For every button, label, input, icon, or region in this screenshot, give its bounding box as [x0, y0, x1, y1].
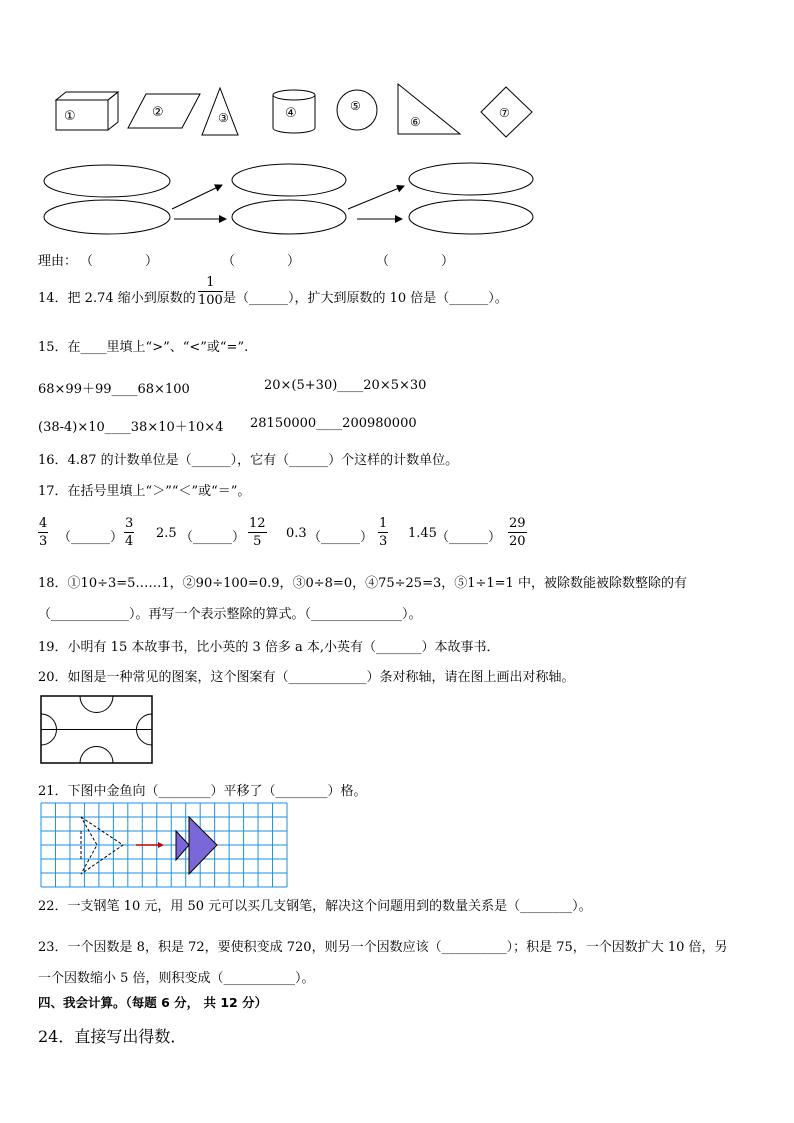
question-23-line-2: 一个因数缩小 5 倍，则积变成（___________）。 — [38, 971, 315, 986]
q17-f1-den: 3 — [39, 534, 48, 549]
q17-f1-num: 4 — [39, 516, 48, 531]
q14-frac-num: 1 — [198, 274, 223, 292]
q14-fraction — [198, 274, 223, 309]
q15-item-1: 68×99＋99____68×100 — [38, 382, 190, 397]
shape-label-5: ⑤ — [350, 99, 361, 113]
question-16: 16．4.87 的计数单位是（______），它有（______）个这样的计数单位。 — [38, 453, 459, 468]
q17-frac-8 — [508, 515, 527, 550]
q17-f8-num: 29 — [509, 516, 526, 531]
q17-frac-1 — [38, 515, 48, 550]
triangle-shape — [202, 88, 238, 135]
q17-f8-den: 20 — [509, 534, 526, 549]
question-18-line-1: 18．①10÷3=5……1，②90÷100=0.9，③0÷8=0，④75÷25=3，⑤1÷1=1 中，被除数能被除数整除的有 — [38, 576, 687, 591]
cylinder-shape — [273, 90, 315, 133]
fish-moved — [189, 817, 217, 874]
shape-label-2: ② — [152, 105, 164, 120]
question-19: 19．小明有 15 本故事书，比小英的 3 倍多 a 本,小英有（_______）本故事书． — [38, 640, 500, 655]
reason-label: 理由： — [38, 254, 78, 269]
shape-label-3: ③ — [218, 111, 229, 125]
arrow-up-2 — [348, 186, 404, 209]
ellipse-1-top[interactable] — [44, 165, 170, 197]
reason-blank-2[interactable]: （ ） — [222, 254, 301, 269]
q17-blank-1[interactable]: （______） — [58, 530, 124, 545]
question-23-line-1: 23．一个因数是 8，积是 72，要使积变成 720，则另一个因数应该（__________）；积是 75，一个因数扩大 10 倍，另 — [38, 940, 728, 955]
question-22: 22．一支钢笔 10 元，用 50 元可以买几支钢笔，解决这个问题用到的数量关系是（________）。 — [38, 899, 592, 914]
q17-frac-4 — [248, 515, 267, 550]
q17-value-7: 1.45 — [408, 526, 437, 541]
q17-f6-num: 1 — [379, 516, 388, 531]
ellipse-2-bottom[interactable] — [232, 200, 346, 234]
shape-label-7: ⑦ — [499, 106, 510, 120]
q17-f4-num: 12 — [249, 516, 266, 531]
ellipse-1-bottom[interactable] — [44, 200, 170, 234]
question-21: 21．下图中金鱼向（________）平移了（________）格。 — [38, 784, 367, 799]
reason-blank-1[interactable]: （ ） — [80, 254, 159, 269]
right-triangle-shape — [398, 84, 460, 134]
question-15-title: 15．在____里填上“>”、“<”或“=”. — [38, 340, 249, 355]
q17-f2-num: 3 — [125, 516, 134, 531]
shape-label-1: ① — [64, 109, 76, 124]
shape-label-6: ⑥ — [410, 115, 421, 129]
q15-item-2: 20×(5+30)____20×5×30 — [264, 378, 427, 393]
q14-post: 是（______），扩大到原数的 10 倍是（______）。 — [223, 291, 508, 306]
q14-frac-den: 100 — [198, 293, 223, 308]
shapes-row — [0, 80, 794, 140]
q20-pattern[interactable] — [40, 695, 154, 765]
ellipse-3-top[interactable] — [409, 163, 533, 195]
q21-grid — [40, 802, 288, 888]
parallelogram-shape — [128, 94, 200, 128]
arrow-up-1 — [172, 185, 222, 209]
reason-blank-3[interactable]: （ ） — [376, 254, 455, 269]
q17-blank-4[interactable]: （______） — [436, 530, 502, 545]
section-4-heading: 四、我会计算。（每题 6 分， 共 12 分） — [38, 995, 268, 1010]
q17-f6-den: 3 — [379, 534, 388, 549]
q17-value-5: 0.3 — [286, 526, 307, 541]
q15-item-4: 28150000____200980000 — [250, 416, 417, 431]
shape-label-4: ④ — [285, 106, 297, 121]
circle-shape — [337, 90, 377, 130]
q17-blank-2[interactable]: （______） — [180, 530, 246, 545]
sort-diagram — [0, 155, 794, 245]
question-24: 24．直接写出得数． — [38, 1027, 187, 1046]
q17-frac-2 — [124, 515, 134, 550]
cuboid-shape — [56, 92, 118, 130]
diamond-shape — [481, 87, 532, 137]
q17-value-3: 2.5 — [156, 526, 177, 541]
question-17-title: 17．在括号里填上“＞”“＜”或“＝”。 — [38, 484, 251, 499]
ellipse-2-top[interactable] — [232, 164, 346, 196]
q14-pre: 14．把 2.74 缩小到原数的 — [38, 291, 196, 306]
question-20: 20．如图是一种常见的图案，这个图案有（____________）条对称轴，请在图上画出对称轴。 — [38, 670, 575, 685]
question-18-line-2: （____________）。再写一个表示整除的算式。（______________）。 — [38, 607, 422, 622]
reason-row — [38, 250, 77, 269]
fish-moved-tail — [176, 831, 189, 860]
q17-f2-den: 4 — [125, 534, 134, 549]
question-14 — [38, 287, 196, 306]
q17-blank-3[interactable]: （______） — [308, 530, 374, 545]
ellipse-3-bottom[interactable] — [409, 200, 533, 234]
q15-item-3: (38-4)×10____38×10＋10×4 — [38, 420, 224, 435]
q17-f4-den: 5 — [253, 534, 262, 549]
q17-frac-6 — [378, 515, 388, 550]
